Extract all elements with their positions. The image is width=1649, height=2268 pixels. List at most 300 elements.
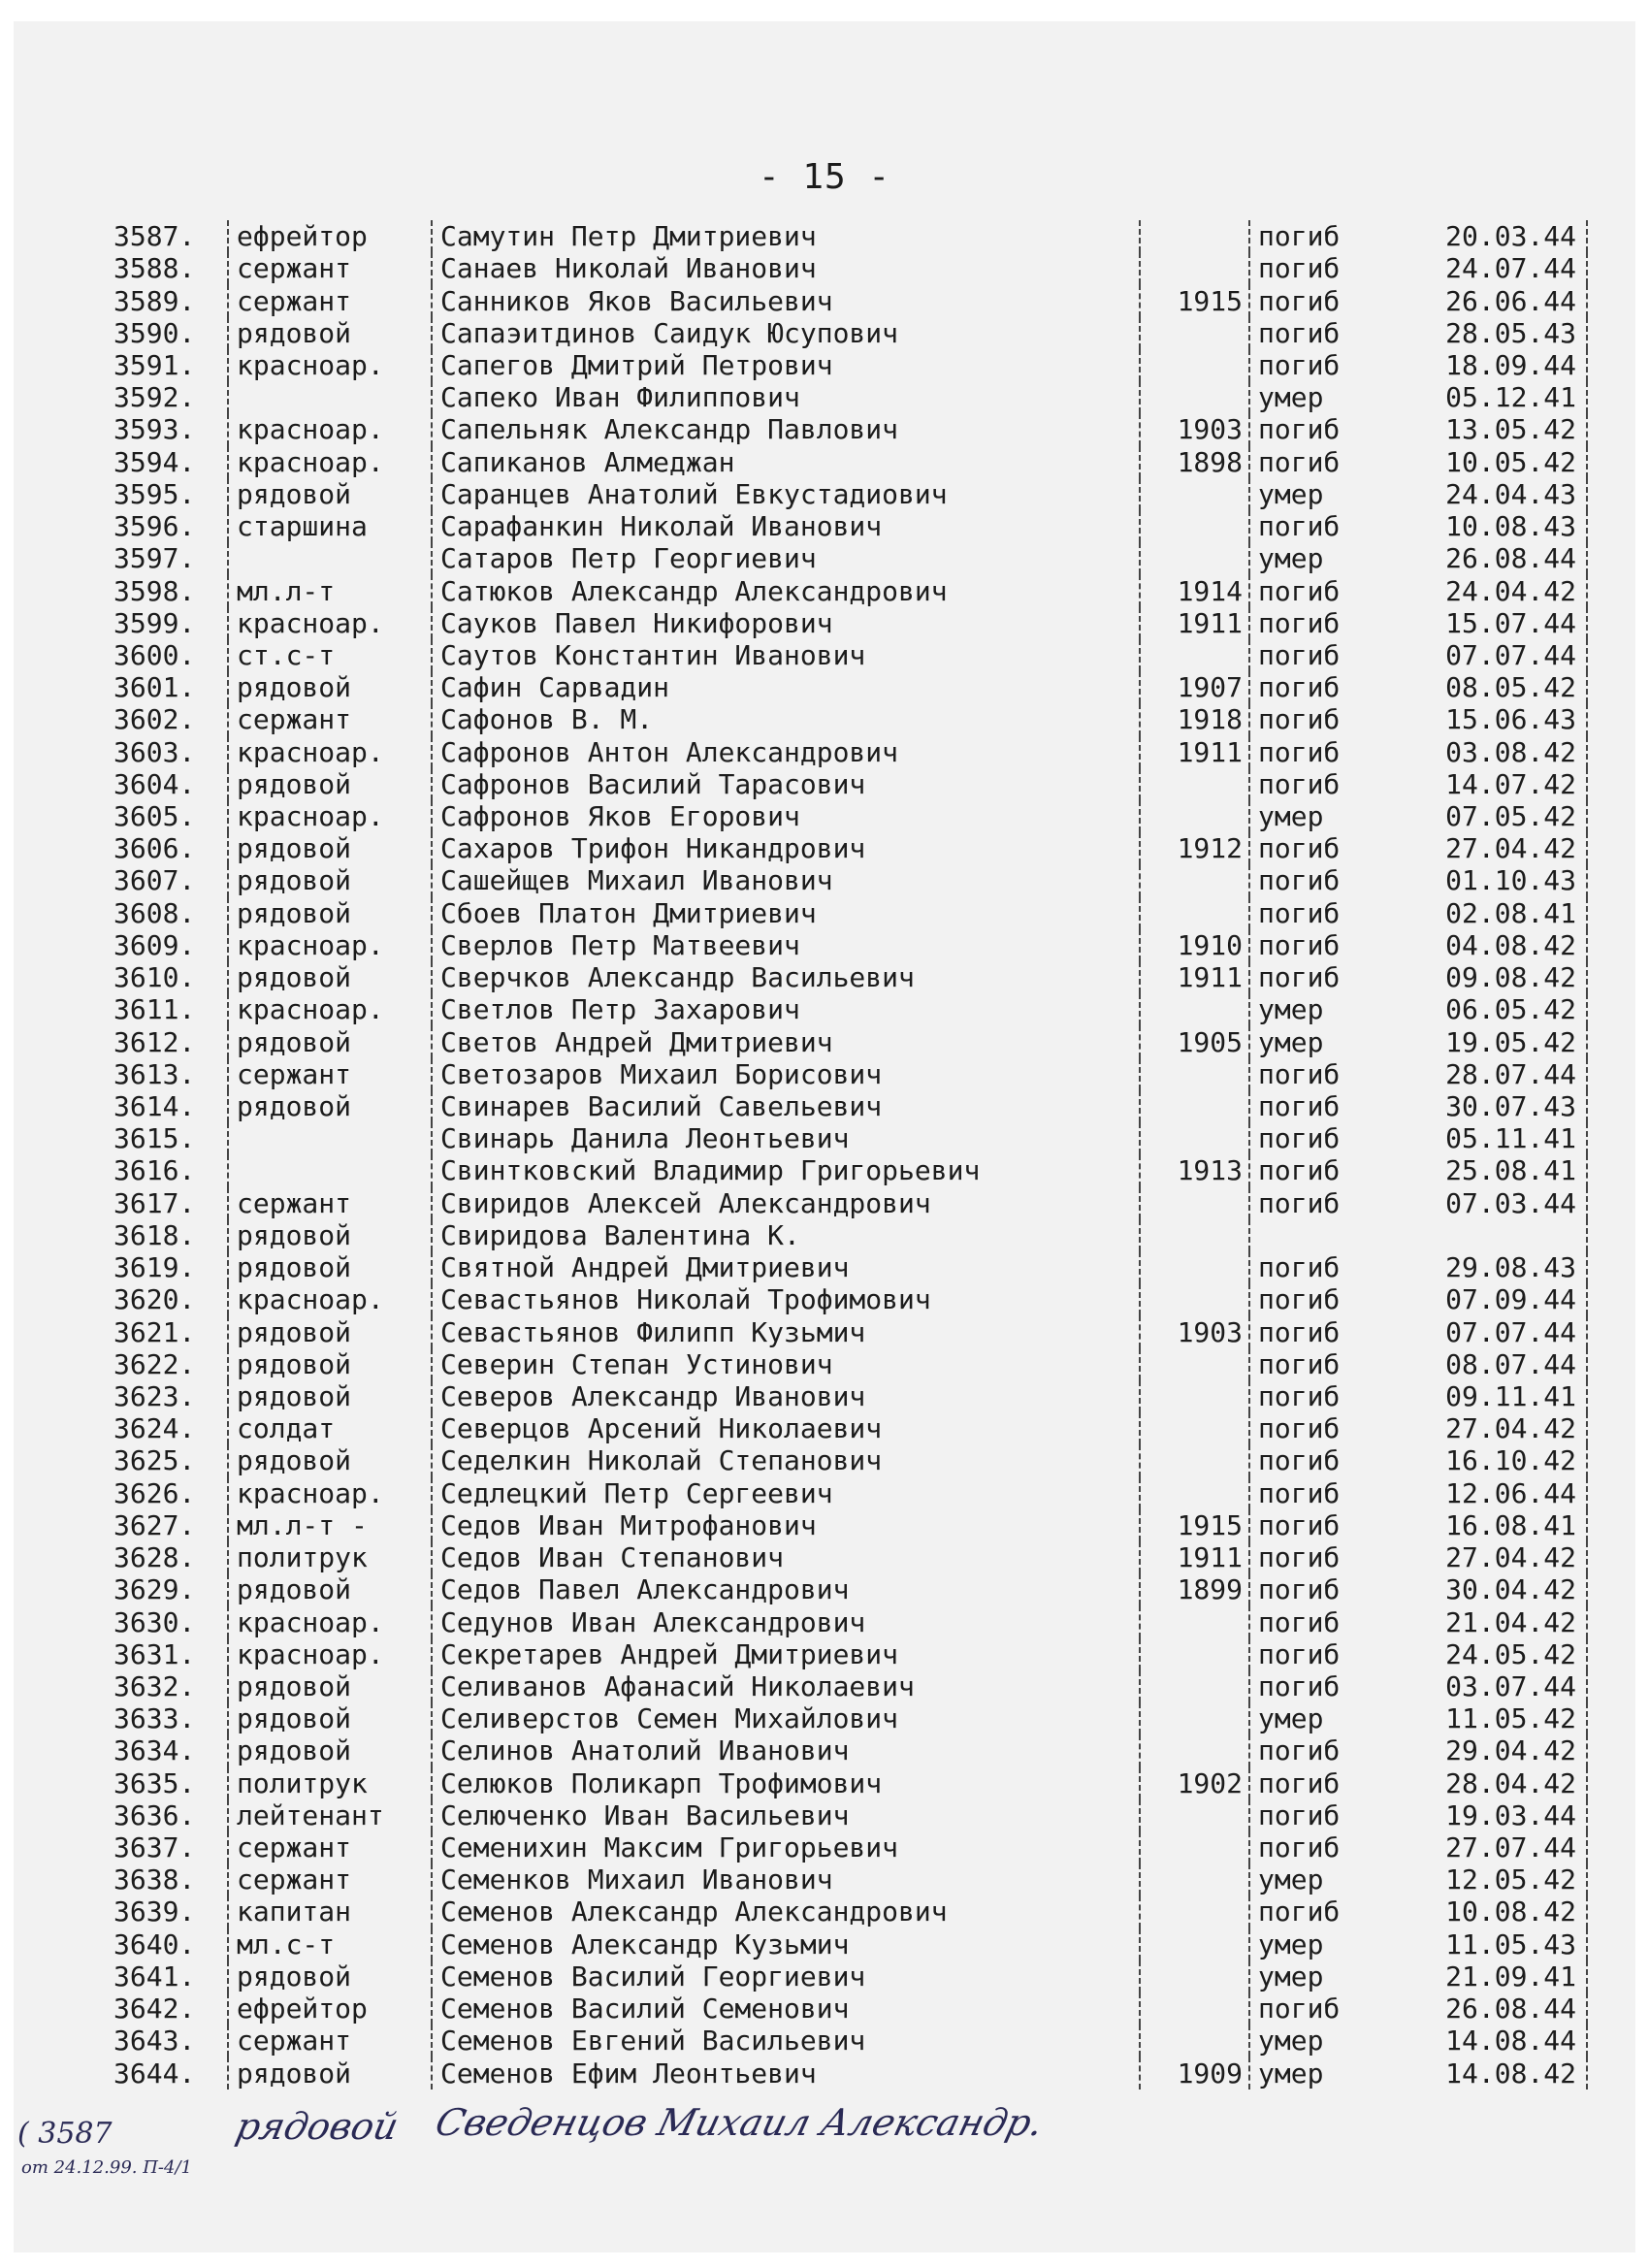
record-number: 3635.	[113, 1766, 196, 1799]
record-name: Светов Андрей Дмитриевич	[432, 1025, 1140, 1057]
record-status: погиб	[1249, 1315, 1394, 1347]
record-birth-year	[1140, 317, 1249, 349]
record-birth-year	[1140, 1283, 1249, 1315]
record-name: Семенов Евгений Васильевич	[432, 2025, 1140, 2057]
record-birth-year: 1903	[1140, 1315, 1249, 1347]
record-name: Сатаров Петр Георгиевич	[432, 542, 1140, 574]
record-birth-year	[1140, 542, 1249, 574]
record-status: погиб	[1249, 284, 1394, 316]
record-name: Семенов Александр Александрович	[432, 1895, 1140, 1928]
record-birth-year: 1918	[1140, 703, 1249, 735]
record-number: 3596.	[113, 510, 196, 543]
record-status	[1249, 1219, 1394, 1251]
record-status: умер	[1249, 1863, 1394, 1895]
record-rank	[228, 542, 432, 574]
table-row	[102, 284, 1587, 316]
record-rank: рядовой	[228, 1315, 432, 1347]
record-date: 08.07.44	[1394, 1348, 1587, 1380]
record-number: 3625.	[113, 1444, 196, 1477]
record-birth-year	[1140, 1380, 1249, 1412]
record-status: погиб	[1249, 1831, 1394, 1863]
record-date: 07.07.44	[1394, 639, 1587, 671]
table-row	[102, 1348, 1587, 1380]
record-number: 3593.	[113, 413, 196, 446]
record-status: погиб	[1249, 1090, 1394, 1122]
record-date: 11.05.42	[1394, 1702, 1587, 1734]
record-birth-year	[1140, 1702, 1249, 1734]
record-birth-year: 1905	[1140, 1025, 1249, 1057]
record-status: погиб	[1249, 1895, 1394, 1928]
record-rank: рядовой	[228, 832, 432, 864]
record-birth-year: 1911	[1140, 1541, 1249, 1573]
record-status: погиб	[1249, 736, 1394, 768]
record-birth-year	[1140, 1251, 1249, 1283]
record-status: погиб	[1249, 1734, 1394, 1766]
record-rank: красноар.	[228, 446, 432, 478]
record-rank: рядовой	[228, 1380, 432, 1412]
record-date: 10.08.43	[1394, 510, 1587, 542]
table-row	[102, 1993, 1587, 2025]
record-number: 3639.	[113, 1895, 196, 1928]
record-number: 3621.	[113, 1315, 196, 1348]
table-row	[102, 1509, 1587, 1541]
table-row	[102, 1412, 1587, 1444]
record-status: погиб	[1249, 1122, 1394, 1154]
record-date: 07.05.42	[1394, 800, 1587, 832]
record-rank: рядовой	[228, 1573, 432, 1605]
record-date: 07.03.44	[1394, 1187, 1587, 1219]
record-number: 3640.	[113, 1928, 196, 1960]
table-row	[102, 1831, 1587, 1863]
record-status: умер	[1249, 478, 1394, 510]
record-name: Седов Павел Александрович	[432, 1573, 1140, 1605]
record-birth-year	[1140, 768, 1249, 800]
record-name: Сапегов Дмитрий Петрович	[432, 349, 1140, 381]
record-status: погиб	[1249, 220, 1394, 252]
record-status: погиб	[1249, 768, 1394, 800]
record-name: Сапельняк Александр Павлович	[432, 413, 1140, 445]
record-name: Семенов Василий Семенович	[432, 1993, 1140, 2025]
record-status: погиб	[1249, 574, 1394, 606]
record-birth-year	[1140, 1928, 1249, 1960]
table-row	[102, 1477, 1587, 1509]
record-date: 12.06.44	[1394, 1477, 1587, 1509]
record-number: 3620.	[113, 1283, 196, 1316]
table-row	[102, 1122, 1587, 1154]
record-date: 29.08.43	[1394, 1251, 1587, 1283]
table-row	[102, 1315, 1587, 1347]
record-status: погиб	[1249, 1799, 1394, 1831]
table-row	[102, 671, 1587, 703]
table-row	[102, 1799, 1587, 1831]
record-date: 09.11.41	[1394, 1380, 1587, 1412]
record-date: 21.09.41	[1394, 1960, 1587, 1993]
record-number: 3641.	[113, 1960, 196, 1993]
record-date: 24.04.43	[1394, 478, 1587, 510]
record-birth-year: 1899	[1140, 1573, 1249, 1605]
table-row	[102, 1090, 1587, 1122]
record-status: умер	[1249, 800, 1394, 832]
table-row	[102, 961, 1587, 993]
record-birth-year	[1140, 1219, 1249, 1251]
record-number: 3603.	[113, 735, 196, 768]
record-birth-year	[1140, 1734, 1249, 1766]
record-date: 27.07.44	[1394, 1831, 1587, 1863]
record-birth-year	[1140, 1187, 1249, 1219]
record-birth-year: 1910	[1140, 929, 1249, 961]
record-birth-year	[1140, 349, 1249, 381]
record-rank: лейтенант	[228, 1799, 432, 1831]
table-row	[102, 1670, 1587, 1702]
record-name: Сверлов Петр Матвеевич	[432, 929, 1140, 961]
record-birth-year	[1140, 478, 1249, 510]
record-birth-year: 1912	[1140, 832, 1249, 864]
record-rank: красноар.	[228, 1605, 432, 1637]
record-birth-year: 1911	[1140, 736, 1249, 768]
record-name: Сафронов Яков Егорович	[432, 800, 1140, 832]
record-rank: мл.с-т	[228, 1928, 432, 1960]
record-date: 12.05.42	[1394, 1863, 1587, 1895]
record-date: 21.04.42	[1394, 1605, 1587, 1637]
record-date	[1394, 1219, 1587, 1251]
record-rank: рядовой	[228, 1090, 432, 1122]
record-number: 3612.	[113, 1025, 196, 1058]
record-name: Северов Александр Иванович	[432, 1380, 1140, 1412]
record-birth-year	[1140, 252, 1249, 284]
record-date: 05.11.41	[1394, 1122, 1587, 1154]
record-name: Севастьянов Николай Трофимович	[432, 1283, 1140, 1315]
record-name: Сапиканов Алмеджан	[432, 446, 1140, 478]
record-rank: рядовой	[228, 317, 432, 349]
record-name: Санников Яков Васильевич	[432, 284, 1140, 316]
record-rank	[228, 381, 432, 413]
record-birth-year	[1140, 1444, 1249, 1476]
record-status: умер	[1249, 1928, 1394, 1960]
record-birth-year: 1913	[1140, 1154, 1249, 1186]
record-rank: рядовой	[228, 1444, 432, 1476]
record-birth-year: 1914	[1140, 574, 1249, 606]
record-date: 11.05.43	[1394, 1928, 1587, 1960]
record-birth-year	[1140, 1090, 1249, 1122]
record-number: 3606.	[113, 832, 196, 865]
record-number: 3588.	[113, 252, 196, 285]
record-number: 3618.	[113, 1218, 196, 1251]
record-birth-year	[1140, 1348, 1249, 1380]
table-row	[102, 1734, 1587, 1766]
table-row	[102, 2025, 1587, 2057]
table-row	[102, 993, 1587, 1025]
record-status: погиб	[1249, 1283, 1394, 1315]
record-number: 3597.	[113, 542, 196, 575]
record-rank: рядовой	[228, 1734, 432, 1766]
record-date: 26.06.44	[1394, 284, 1587, 316]
record-rank: политрук	[228, 1541, 432, 1573]
record-name: Семенов Александр Кузьмич	[432, 1928, 1140, 1960]
record-name: Селиванов Афанасий Николаевич	[432, 1670, 1140, 1702]
record-date: 15.07.44	[1394, 607, 1587, 639]
record-number: 3637.	[113, 1831, 196, 1864]
record-birth-year	[1140, 2025, 1249, 2057]
record-name: Светлов Петр Захарович	[432, 993, 1140, 1025]
table-row	[102, 317, 1587, 349]
record-name: Сверчков Александр Васильевич	[432, 961, 1140, 993]
record-date: 10.05.42	[1394, 446, 1587, 478]
record-name: Сбоев Платон Дмитриевич	[432, 897, 1140, 929]
record-date: 27.04.42	[1394, 1541, 1587, 1573]
record-rank: рядовой	[228, 1348, 432, 1380]
record-rank	[228, 1122, 432, 1154]
record-birth-year	[1140, 1638, 1249, 1670]
record-birth-year: 1902	[1140, 1767, 1249, 1799]
record-status: погиб	[1249, 671, 1394, 703]
record-date: 25.08.41	[1394, 1154, 1587, 1186]
table-row	[102, 1605, 1587, 1637]
record-number: 3592.	[113, 381, 196, 414]
record-date: 03.07.44	[1394, 1670, 1587, 1702]
record-number: 3633.	[113, 1702, 196, 1735]
record-status: погиб	[1249, 1348, 1394, 1380]
record-number: 3644.	[113, 2057, 196, 2090]
record-status: погиб	[1249, 1412, 1394, 1444]
record-name: Семенов Василий Георгиевич	[432, 1960, 1140, 1993]
record-number: 3611.	[113, 993, 196, 1026]
record-birth-year	[1140, 510, 1249, 542]
record-date: 26.08.44	[1394, 542, 1587, 574]
record-birth-year	[1140, 1477, 1249, 1509]
record-rank: рядовой	[228, 1960, 432, 1993]
record-status: умер	[1249, 2057, 1394, 2089]
record-birth-year	[1140, 1799, 1249, 1831]
record-status: погиб	[1249, 1251, 1394, 1283]
record-status: умер	[1249, 1960, 1394, 1993]
record-number: 3614.	[113, 1090, 196, 1123]
record-status: погиб	[1249, 1058, 1394, 1090]
record-status: погиб	[1249, 1605, 1394, 1637]
record-rank: красноар.	[228, 413, 432, 445]
record-rank: красноар.	[228, 1283, 432, 1315]
record-date: 19.05.42	[1394, 1025, 1587, 1057]
record-name: Секретарев Андрей Дмитриевич	[432, 1638, 1140, 1670]
record-name: Селинов Анатолий Иванович	[432, 1734, 1140, 1766]
record-status: погиб	[1249, 897, 1394, 929]
record-name: Свинтковский Владимир Григорьевич	[432, 1154, 1140, 1186]
record-date: 05.12.41	[1394, 381, 1587, 413]
record-status: погиб	[1249, 832, 1394, 864]
record-number: 3591.	[113, 348, 196, 381]
record-rank: рядовой	[228, 671, 432, 703]
table-row	[102, 929, 1587, 961]
table-row	[102, 1767, 1587, 1799]
record-status: погиб	[1249, 1541, 1394, 1573]
record-rank	[228, 1154, 432, 1186]
record-number: 3643.	[113, 2025, 196, 2057]
record-status: погиб	[1249, 1187, 1394, 1219]
record-status: погиб	[1249, 703, 1394, 735]
record-number: 3605.	[113, 800, 196, 833]
record-date: 19.03.44	[1394, 1799, 1587, 1831]
record-date: 10.08.42	[1394, 1895, 1587, 1928]
record-rank: мл.л-т	[228, 574, 432, 606]
record-date: 27.04.42	[1394, 832, 1587, 864]
record-number: 3617.	[113, 1186, 196, 1219]
record-number: 3626.	[113, 1476, 196, 1509]
record-name: Сатюков Александр Александрович	[432, 574, 1140, 606]
record-date: 30.07.43	[1394, 1090, 1587, 1122]
record-status: погиб	[1249, 1154, 1394, 1186]
table-row	[102, 1895, 1587, 1928]
record-rank: капитан	[228, 1895, 432, 1928]
record-rank: политрук	[228, 1767, 432, 1799]
record-status: умер	[1249, 2025, 1394, 2057]
record-date: 24.05.42	[1394, 1638, 1587, 1670]
record-date: 03.08.42	[1394, 736, 1587, 768]
record-date: 04.08.42	[1394, 929, 1587, 961]
record-rank: ст.с-т	[228, 639, 432, 671]
record-date: 14.07.42	[1394, 768, 1587, 800]
record-rank: мл.л-т -	[228, 1509, 432, 1541]
record-date: 15.06.43	[1394, 703, 1587, 735]
record-rank: красноар.	[228, 993, 432, 1025]
record-name: Сафронов Василий Тарасович	[432, 768, 1140, 800]
record-birth-year	[1140, 1412, 1249, 1444]
record-status: погиб	[1249, 1993, 1394, 2025]
handwritten-reference: от 24.12.99. П-4/1	[21, 2157, 192, 2178]
record-date: 28.07.44	[1394, 1058, 1587, 1090]
table-row	[102, 1251, 1587, 1283]
record-number: 3600.	[113, 638, 196, 671]
record-birth-year	[1140, 800, 1249, 832]
record-birth-year	[1140, 897, 1249, 929]
table-row	[102, 574, 1587, 606]
record-rank: красноар.	[228, 349, 432, 381]
record-rank: сержант	[228, 284, 432, 316]
record-number: 3627.	[113, 1508, 196, 1541]
record-birth-year: 1911	[1140, 961, 1249, 993]
table-row	[102, 1638, 1587, 1670]
table-row	[102, 220, 1587, 252]
record-date: 16.08.41	[1394, 1509, 1587, 1541]
record-number: 3610.	[113, 961, 196, 994]
record-number: 3638.	[113, 1863, 196, 1896]
table-row	[102, 864, 1587, 896]
record-name: Северин Степан Устинович	[432, 1348, 1140, 1380]
record-number: 3613.	[113, 1057, 196, 1090]
table-row	[102, 446, 1587, 478]
record-number: 3624.	[113, 1412, 196, 1445]
table-row	[102, 2057, 1587, 2089]
record-date: 18.09.44	[1394, 349, 1587, 381]
record-status: погиб	[1249, 349, 1394, 381]
record-number: 3619.	[113, 1251, 196, 1284]
table-row	[102, 413, 1587, 445]
table-row	[102, 1863, 1587, 1895]
record-name: Свинарь Данила Леонтьевич	[432, 1122, 1140, 1154]
record-status: погиб	[1249, 864, 1394, 896]
record-status: погиб	[1249, 252, 1394, 284]
record-date: 29.04.42	[1394, 1734, 1587, 1766]
record-status: погиб	[1249, 1477, 1394, 1509]
record-name: Селиверстов Семен Михайлович	[432, 1702, 1140, 1734]
table-row	[102, 381, 1587, 413]
record-number: 3598.	[113, 574, 196, 607]
record-birth-year	[1140, 1058, 1249, 1090]
record-birth-year	[1140, 381, 1249, 413]
record-birth-year	[1140, 864, 1249, 896]
record-number: 3629.	[113, 1573, 196, 1606]
record-rank: старшина	[228, 510, 432, 542]
table-row	[102, 1283, 1587, 1315]
record-number: 3604.	[113, 767, 196, 800]
record-date: 30.04.42	[1394, 1573, 1587, 1605]
record-date: 01.10.43	[1394, 864, 1587, 896]
record-name: Седунов Иван Александрович	[432, 1605, 1140, 1637]
record-status: погиб	[1249, 1670, 1394, 1702]
record-name: Самутин Петр Дмитриевич	[432, 220, 1140, 252]
record-rank: сержант	[228, 1863, 432, 1895]
table-row	[102, 510, 1587, 542]
record-number: 3622.	[113, 1347, 196, 1380]
record-rank: сержант	[228, 252, 432, 284]
record-rank: рядовой	[228, 768, 432, 800]
page-number: - 15 -	[758, 157, 891, 197]
record-number: 3608.	[113, 896, 196, 929]
record-rank: рядовой	[228, 1219, 432, 1251]
record-name: Светозаров Михаил Борисович	[432, 1058, 1140, 1090]
record-rank: сержант	[228, 2025, 432, 2057]
record-status: погиб	[1249, 1573, 1394, 1605]
record-status: умер	[1249, 1702, 1394, 1734]
table-row	[102, 639, 1587, 671]
record-rank: рядовой	[228, 1251, 432, 1283]
record-status: умер	[1249, 381, 1394, 413]
record-name: Святной Андрей Дмитриевич	[432, 1251, 1140, 1283]
record-birth-year	[1140, 1863, 1249, 1895]
record-rank: сержант	[228, 1187, 432, 1219]
record-date: 14.08.44	[1394, 2025, 1587, 2057]
record-date: 28.05.43	[1394, 317, 1587, 349]
record-date: 07.07.44	[1394, 1315, 1587, 1347]
record-name: Сахаров Трифон Никандрович	[432, 832, 1140, 864]
table-row	[102, 542, 1587, 574]
record-date: 08.05.42	[1394, 671, 1587, 703]
record-status: погиб	[1249, 510, 1394, 542]
record-number: 3595.	[113, 477, 196, 510]
record-rank: красноар.	[228, 800, 432, 832]
record-rank: ефрейтор	[228, 1993, 432, 2025]
record-number: 3587.	[113, 220, 196, 253]
record-name: Сарафанкин Николай Иванович	[432, 510, 1140, 542]
record-number: 3599.	[113, 606, 196, 639]
record-rank: рядовой	[228, 897, 432, 929]
record-birth-year: 1903	[1140, 413, 1249, 445]
record-number: 3628.	[113, 1541, 196, 1574]
record-name: Сафонов В. М.	[432, 703, 1140, 735]
record-rank: красноар.	[228, 736, 432, 768]
record-name: Севастьянов Филипп Кузьмич	[432, 1315, 1140, 1347]
record-name: Сафин Сарвадин	[432, 671, 1140, 703]
handwritten-rank: рядовой	[232, 2105, 403, 2148]
record-name: Сашейщев Михаил Иванович	[432, 864, 1140, 896]
record-status: погиб	[1249, 1638, 1394, 1670]
record-name: Сауков Павел Никифорович	[432, 607, 1140, 639]
record-date: 02.08.41	[1394, 897, 1587, 929]
record-birth-year	[1140, 1960, 1249, 1993]
record-date: 14.08.42	[1394, 2057, 1587, 2089]
record-name: Седов Иван Митрофанович	[432, 1509, 1140, 1541]
handwritten-note	[0, 2097, 1067, 2214]
record-date: 24.04.42	[1394, 574, 1587, 606]
record-rank: рядовой	[228, 1702, 432, 1734]
